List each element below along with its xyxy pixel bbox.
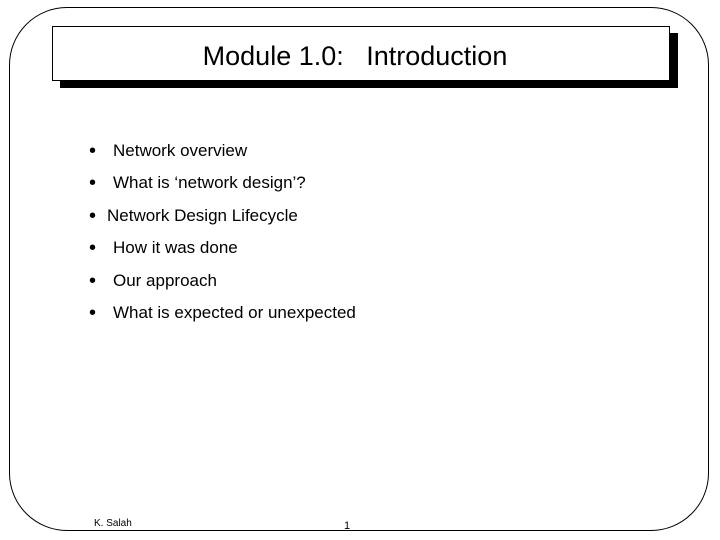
bullet-icon: • [89,301,97,324]
bullet-text: How it was done [113,238,238,258]
bullet-text: What is expected or unexpected [113,302,356,322]
bullet-text: Network Design Lifecycle [107,205,298,225]
bullet-item [86,268,217,300]
bullet-item [86,203,298,235]
bullet-icon: • [89,269,97,292]
bullet-icon: • [89,237,97,260]
title-box [52,26,670,81]
bullet-text: What is ‘network design’? [113,173,306,193]
bullet-text: Network overview [113,141,248,160]
bullet-item [86,138,248,170]
slide-title: Module 1.0: Introduction [202,41,508,71]
bullet-icon: • [89,140,97,162]
bullet-list [86,138,356,332]
footer-author: K. Salah [94,518,132,529]
page-number: 1 [344,520,351,532]
bullet-item [86,300,356,332]
bullet-item [86,235,238,267]
bullet-text: Our approach [113,270,217,290]
bullet-item [86,170,306,202]
bullet-icon: • [89,204,97,227]
bullet-icon: • [89,172,97,195]
